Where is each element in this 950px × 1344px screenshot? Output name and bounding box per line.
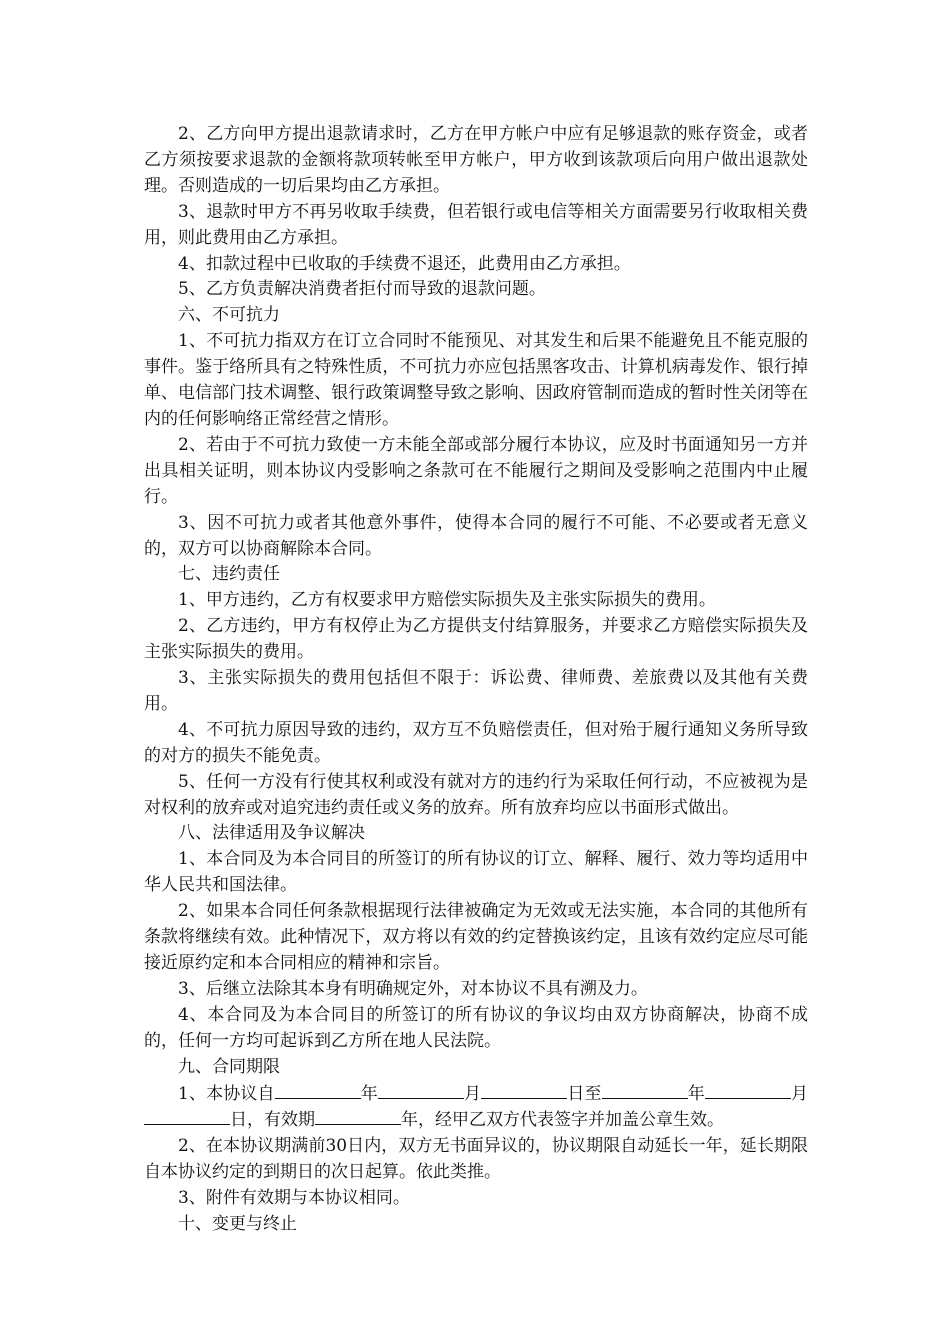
section-heading-force-majeure: 六、不可抗力 (178, 305, 280, 326)
term-clause-2: 2、在本协议期满前30日内，双方无书面异议的，协议期限自动延长一年，延长期限自本协议约定的到期日的次日起算。依此类推。 (144, 1136, 808, 1183)
section-heading-change-termination: 十、变更与终止 (178, 1214, 297, 1235)
breach-clause-2: 2、乙方违约，甲方有权停止为乙方提供支付结算服务，并要求乙方赔偿实际损失及主张实际损失的费用。 (144, 616, 808, 663)
force-majeure-clause-1: 1、不可抗力指双方在订立合同时不能预见、对其发生和后果不能避免且不能克服的事件。鉴于络所具有之特殊性质，不可抗力亦应包括黑客攻击、计算机病毒发作、银行掉单、电信部门技术调整、银行政策调整导致之影响、因政府管制而造成的暂时性关闭等在内的任何影响络正常经营之情形。 (144, 331, 808, 429)
refund-clause-2: 2、乙方向甲方提出退款请求时，乙方在甲方帐户中应有足够退款的账存资金，或者乙方须按要求退款的金额将款项转帐至甲方帐户，甲方收到该款项后向用户做出退款处理。否则造成的一切后果均由乙方承担。 (144, 124, 808, 196)
start-day-blank[interactable] (481, 1081, 567, 1099)
law-clause-4: 4、本合同及为本合同目的所签订的所有协议的争议均由双方协商解决，协商不成的，任何一方均可起诉到乙方所在地人民法院。 (144, 1004, 808, 1051)
term-clause-1 (144, 1081, 808, 1135)
section-heading-term: 九、合同期限 (178, 1056, 280, 1077)
breach-clause-4: 4、不可抗力原因导致的违约，双方互不负赔偿责任，但对殆于履行通知义务所导致的对方的损失不能免责。 (144, 719, 808, 766)
refund-clause-4: 4、扣款过程中已收取的手续费不退还，此费用由乙方承担。 (178, 253, 631, 274)
refund-clause-5: 5、乙方负责解决消费者拒付而导致的退款问题。 (178, 279, 546, 300)
end-day-blank[interactable] (144, 1107, 230, 1125)
term-suffix: 年，经甲乙双方代表签字并加盖公章生效。 (401, 1110, 724, 1131)
term-month-label: 月 (463, 1083, 482, 1104)
law-clause-2: 2、如果本合同任何条款根据现行法律被确定为无效或无法实施，本合同的其他所有条款将继续有效。此种情况下，双方将以有效的约定替换该约定，且该有效约定应尽可能接近原约定和本合同相应的精神和宗旨。 (144, 901, 808, 973)
breach-clause-5: 5、任何一方没有行使其权利或没有就对方的违约行为采取任何行动，不应被视为是对权利的放弃或对追究违约责任或义务的放弃。所有放弃均应以书面形式做出。 (144, 771, 808, 818)
end-year-blank[interactable] (602, 1081, 688, 1099)
breach-clause-1: 1、甲方违约，乙方有权要求甲方赔偿实际损失及主张实际损失的费用。 (178, 590, 716, 611)
force-majeure-clause-2: 2、若由于不可抗力致使一方未能全部或部分履行本协议，应及时书面通知另一方并出具相关证明，则本协议内受影响之条款可在不能履行之期间及受影响之范围内中止履行。 (144, 434, 808, 507)
law-clause-3: 3、后继立法除其本身有明确规定外，对本协议不具有溯及力。 (178, 978, 648, 999)
term-clause-3: 3、附件有效期与本协议相同。 (178, 1188, 410, 1209)
term-validity-label: 日，有效期 (230, 1110, 315, 1131)
term-year2-label: 年 (687, 1083, 705, 1104)
term-month2-label: 月 (790, 1083, 809, 1104)
start-month-blank[interactable] (378, 1081, 464, 1099)
section-heading-law: 八、法律适用及争议解决 (178, 823, 365, 844)
start-year-blank[interactable] (275, 1081, 361, 1099)
validity-years-blank[interactable] (315, 1107, 401, 1125)
law-clause-1: 1、本合同及为本合同目的所签订的所有协议的订立、解释、履行、效力等均适用中华人民共和国法律。 (144, 849, 808, 896)
end-month-blank[interactable] (705, 1081, 791, 1099)
term-year-label: 年 (360, 1083, 378, 1104)
contract-document (144, 122, 808, 1238)
section-heading-breach: 七、违约责任 (178, 564, 280, 585)
force-majeure-clause-3: 3、因不可抗力或者其他意外事件，使得本合同的履行不可能、不必要或者无意义的，双方可以协商解除本合同。 (144, 512, 808, 559)
term-day-to-label: 日至 (567, 1083, 602, 1104)
term-prefix: 1、本协议自 (178, 1083, 275, 1104)
refund-clause-3: 3、退款时甲方不再另收取手续费，但若银行或电信等相关方面需要另行收取相关费用，则此费用由乙方承担。 (144, 201, 808, 248)
breach-clause-3: 3、主张实际损失的费用包括但不限于：诉讼费、律师费、差旅费以及其他有关费用。 (144, 668, 808, 714)
